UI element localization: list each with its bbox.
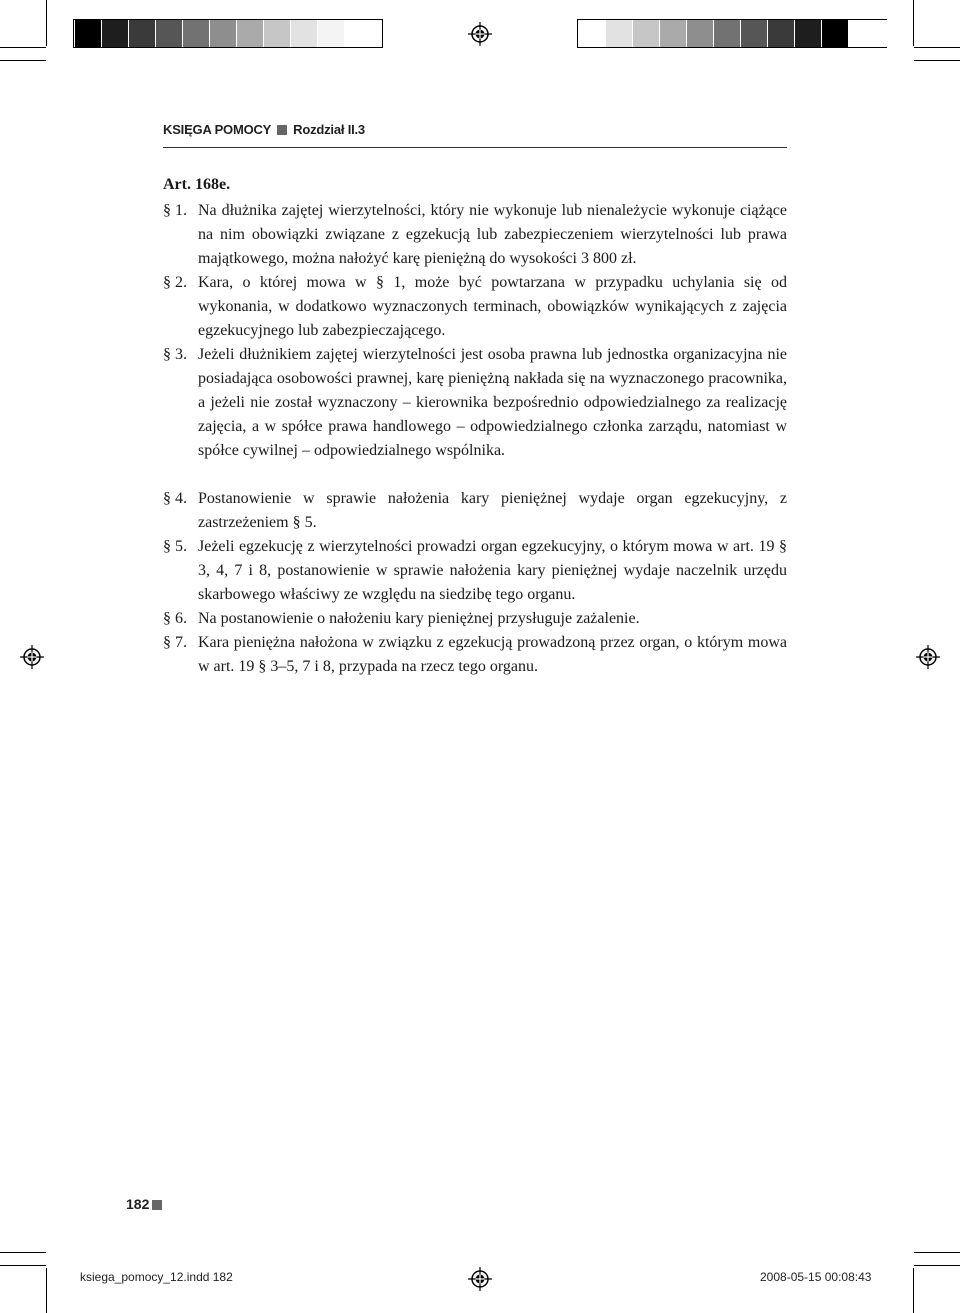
color-swatch	[849, 20, 875, 47]
paragraph-text: Jeżeli dłużnikiem zajętej wierzytelności jest osoba prawna lub jednostka organizacyjna nie posiadająca osobowości prawnej, karę pieniężną nakłada się na wyznaczonego pracownika, a jeżeli nie został wyznaczony – kierownika bezpośrednio odpowiedzialnego za realizację zajęcia, a w spółce prawa handlowego – odpowiedzialnego członka zarządu, natomiast w spółce cywilnej – odpowiedzialnego wspólnika.	[198, 346, 787, 459]
book-title: KSIĘGA POMOCY	[163, 122, 272, 137]
crop-mark-icon	[46, 1268, 47, 1313]
crop-mark-icon	[913, 1268, 914, 1313]
crop-mark-icon	[914, 1252, 960, 1253]
paragraph-7	[163, 631, 787, 679]
color-swatch	[822, 20, 848, 47]
crop-mark-icon	[0, 47, 46, 48]
header-rule	[163, 147, 787, 148]
paragraph-number: § 3.	[163, 346, 187, 363]
color-swatch	[687, 20, 713, 47]
registration-mark-icon	[916, 645, 940, 669]
registration-mark-icon	[468, 1267, 492, 1291]
slug-filename: ksiega_pomocy_12.indd 182	[80, 1270, 233, 1284]
color-swatch	[264, 20, 290, 47]
color-swatch	[768, 20, 794, 47]
color-swatch	[183, 20, 209, 47]
color-swatch	[129, 20, 155, 47]
paragraph-1	[163, 199, 787, 271]
paragraph-number: § 2.	[163, 274, 187, 291]
page-number: 182	[126, 1196, 150, 1212]
crop-mark-icon	[913, 0, 914, 46]
color-swatch	[741, 20, 767, 47]
crop-mark-icon	[914, 47, 960, 48]
paragraph-number: § 6.	[163, 610, 187, 627]
paragraph-number: § 4.	[163, 490, 187, 507]
paragraph-text: Kara, o której mowa w § 1, może być powtarzana w przypadku uchylania się od wykonania, w dodatkowo wyznaczonych terminach, obowiązków wynikających z zajęcia egzekucyjnego lub zabezpieczającego.	[198, 274, 787, 339]
square-bullet-icon	[152, 1200, 162, 1210]
registration-mark-icon	[20, 645, 44, 669]
color-swatch	[660, 20, 686, 47]
paragraph-4	[163, 487, 787, 535]
crop-mark-icon	[914, 60, 960, 61]
color-swatch	[606, 20, 632, 47]
paragraph-text: Kara pieniężna nałożona w związku z egzekucją prowadzoną przez organ, o którym mowa w art. 19 § 3–5, 7 i 8, przypada na rzecz tego organu.	[198, 634, 787, 675]
color-swatch	[633, 20, 659, 47]
color-swatch	[291, 20, 317, 47]
color-swatch	[345, 20, 371, 47]
paragraph-text: Na postanowienie o nałożeniu kary pieniężnej przysługuje zażalenie.	[198, 610, 640, 627]
paragraph-number: § 5.	[163, 538, 187, 555]
crop-mark-icon	[0, 1265, 46, 1266]
color-swatch	[795, 20, 821, 47]
paragraph-text: Na dłużnika zajętej wierzytelności, który nie wykonuje lub nienależycie wykonuje ciążące na nim obowiązki związane z egzekucją lub zabezpieczeniem wierzytelności lub prawa majątkowego, można nałożyć karę pieniężną do wysokości 3 800 zł.	[198, 202, 787, 267]
color-swatch	[714, 20, 740, 47]
crop-mark-icon	[0, 1252, 46, 1253]
color-swatch	[237, 20, 263, 47]
paragraph-3	[163, 343, 787, 463]
color-swatch	[876, 20, 902, 47]
paragraph-6	[163, 607, 787, 631]
crop-mark-icon	[0, 60, 46, 61]
chapter-label: Rozdział II.3	[293, 122, 365, 137]
color-swatch	[579, 20, 605, 47]
article-title: Art. 168e.	[163, 176, 231, 193]
paragraph-text: Jeżeli egzekucję z wierzytelności prowadzi organ egzekucyjny, o którym mowa w art. 19 § 3, 4, 7 i 8, postanowienie w sprawie nałożenia kary pieniężnej wydaje naczelnik urzędu skarbowego właściwy ze względu na siedzibę tego organu.	[198, 538, 787, 603]
crop-mark-icon	[914, 1265, 960, 1266]
paragraph-5	[163, 535, 787, 607]
registration-mark-icon	[468, 22, 492, 46]
paragraph-number: § 7.	[163, 634, 187, 651]
slug-timestamp: 2008-05-15 00:08:43	[760, 1270, 872, 1284]
paragraph-text: Postanowienie w sprawie nałożenia kary pieniężnej wydaje organ egzekucyjny, z zastrzeżeniem § 5.	[198, 490, 787, 531]
running-header	[163, 122, 365, 137]
crop-mark-icon	[46, 0, 47, 46]
color-swatch	[75, 20, 101, 47]
color-swatch	[318, 20, 344, 47]
paragraph-2	[163, 271, 787, 343]
color-swatch	[210, 20, 236, 47]
color-swatch	[102, 20, 128, 47]
paragraph-number: § 1.	[163, 202, 187, 219]
color-swatch	[156, 20, 182, 47]
square-bullet-icon	[277, 125, 287, 135]
